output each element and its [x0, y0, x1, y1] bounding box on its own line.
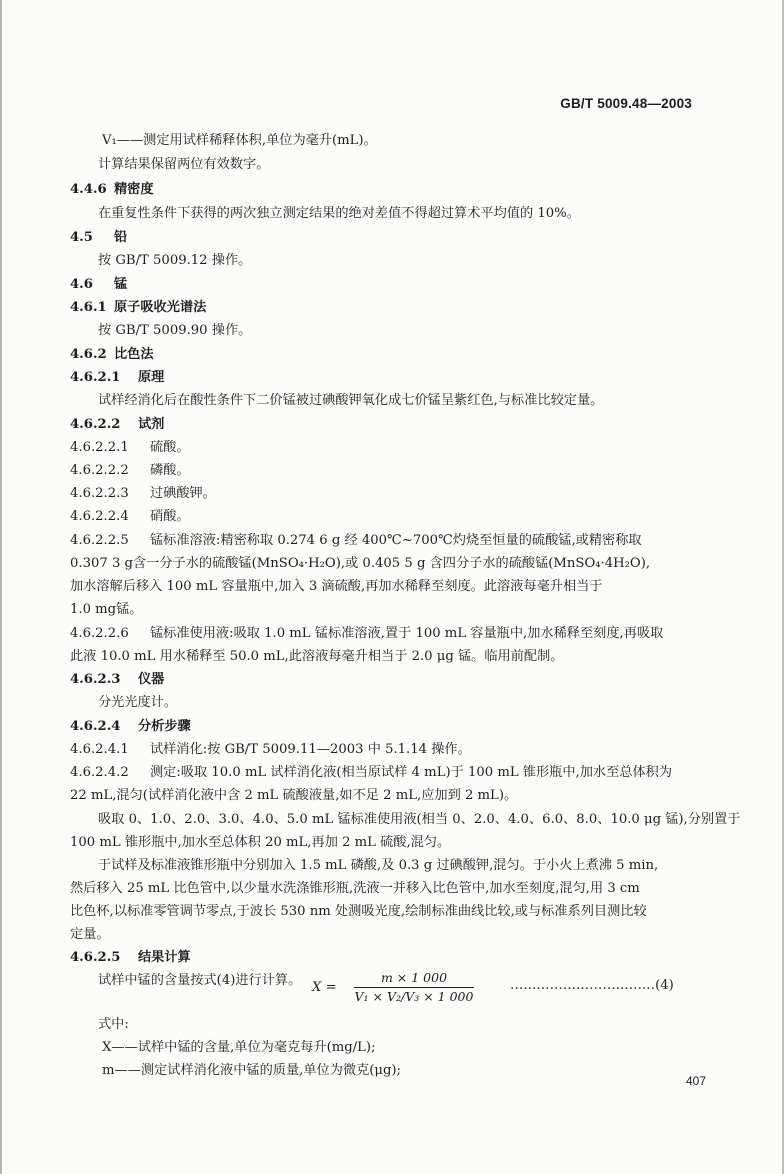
formula-numerator: m × 1 000	[380, 970, 448, 985]
paragraph-continued: 1.0 mg锰。	[70, 602, 143, 617]
section-heading: 4.6.2.5 结果计算	[70, 950, 191, 965]
numbered-item: 4.6.2.2.2 磷酸。	[70, 463, 190, 478]
numbered-item: 4.6.2.4.1 试样消化:按 GB/T 5009.11—2003 中 5.1.14 操作。	[70, 742, 471, 757]
paragraph: 试样中锰的含量按式(4)进行计算。	[98, 973, 302, 988]
numbered-item: 4.6.2.4.2 测定:吸取 10.0 mL 试样消化液(相当原试样 4 mL)于 100 mL 锥形瓶中,加水至总体积为	[70, 765, 673, 780]
paragraph: 在重复性条件下获得的两次独立测定结果的绝对差值不得超过算术平均值的 10%。	[98, 206, 580, 221]
section-heading: 4.6.1 原子吸收光谱法	[70, 300, 207, 315]
where-label: 式中:	[98, 1017, 129, 1032]
section-heading: 4.6.2.4 分析步骤	[70, 719, 191, 734]
numbered-item: 4.6.2.2.4 硝酸。	[70, 509, 190, 524]
paragraph-continued: 然后移入 25 mL 比色管中,以少量水洗涤锥形瓶,洗液一并移入比色管中,加水至刻度,混匀,用 3 cm	[70, 881, 640, 896]
formula-lhs: X =	[312, 980, 337, 995]
section-heading: 4.6.2.3 仪器	[70, 672, 165, 687]
section-heading: 4.6.2.1 原理	[70, 370, 165, 385]
paragraph: 吸取 0、1.0、2.0、3.0、4.0、5.0 mL 锰标准使用液(相当 0、2.0、4.0、6.0、8.0、10.0 μg 锰),分别置于	[98, 812, 741, 827]
standard-header: GB/T 5009.48—2003	[560, 96, 692, 111]
section-heading: 4.5 铅	[70, 230, 128, 245]
paragraph-continued: 此液 10.0 mL 用水稀释至 50.0 mL,此溶液每毫升相当于 2.0 μg 锰。临用前配制。	[70, 649, 564, 664]
scan-edge-left	[0, 0, 2, 1174]
paragraph: 分光光度计。	[98, 695, 178, 710]
section-heading: 4.6.2.2 试剂	[70, 417, 165, 432]
variable-definition: V₁——测定用试样稀释体积,单位为毫升(mL)。	[102, 133, 377, 148]
equation-number: ……………………………(4)	[510, 978, 674, 993]
section-heading: 4.4.6 精密度	[70, 182, 154, 197]
formula-fraction	[354, 970, 474, 1005]
paragraph: 试样经消化后在酸性条件下二价锰被过碘酸钾氧化成七价锰呈紫红色,与标准比较定量。	[98, 393, 604, 408]
paragraph: 按 GB/T 5009.90 操作。	[98, 323, 252, 338]
variable-definition: m——测定试样消化液中锰的质量,单位为微克(μg);	[102, 1063, 402, 1078]
paragraph-continued: 22 mL,混匀(试样消化液中含 2 mL 硫酸液量,如不足 2 mL,应加到 2 mL)。	[70, 788, 518, 803]
numbered-item: 4.6.2.2.1 硫酸。	[70, 440, 190, 455]
fraction-bar	[354, 987, 474, 988]
numbered-item: 4.6.2.2.3 过碘酸钾。	[70, 486, 216, 501]
numbered-item: 4.6.2.2.5 锰标准溶液:精密称取 0.274 6 g 经 400℃~700℃灼烧至恒量的硫酸锰,或精密称取	[70, 533, 642, 548]
paragraph-continued: 100 mL 锥形瓶中,加水至总体积 20 mL,再加 2 mL 硫酸,混匀。	[70, 835, 451, 850]
page-number: 407	[686, 1074, 707, 1088]
section-heading: 4.6 锰	[70, 277, 128, 292]
section-heading: 4.6.2 比色法	[70, 347, 154, 362]
variable-definition: X——试样中锰的含量,单位为毫克每升(mg/L);	[102, 1040, 376, 1055]
numbered-item: 4.6.2.2.6 锰标准使用液:吸取 1.0 mL 锰标准溶液,置于 100 mL 容量瓶中,加水稀释至刻度,再吸取	[70, 626, 664, 641]
formula-denominator: V₁ × V₂/V₃ × 1 000	[354, 989, 474, 1004]
paragraph-continued: 比色杯,以标准零管调节零点,于波长 530 nm 处测吸光度,绘制标准曲线比较,或与标准系列目测比较	[70, 904, 647, 919]
paragraph-continued: 定量。	[70, 927, 110, 942]
paragraph-continued: 加水溶解后移入 100 mL 容量瓶中,加入 3 滴硫酸,再加水稀释至刻度。此溶液每毫升相当于	[70, 579, 603, 594]
paragraph-continued: 0.307 3 g含一分子水的硫酸锰(MnSO₄·H₂O),或 0.405 5 g 含四分子水的硫酸锰(MnSO₄·4H₂O),	[70, 556, 651, 571]
paragraph: 按 GB/T 5009.12 操作。	[98, 253, 252, 268]
paragraph: 于试样及标准液锥形瓶中分别加入 1.5 mL 磷酸,及 0.3 g 过碘酸钾,混匀。于小火上煮沸 5 min,	[98, 858, 659, 873]
paragraph: 计算结果保留两位有效数字。	[98, 157, 270, 172]
